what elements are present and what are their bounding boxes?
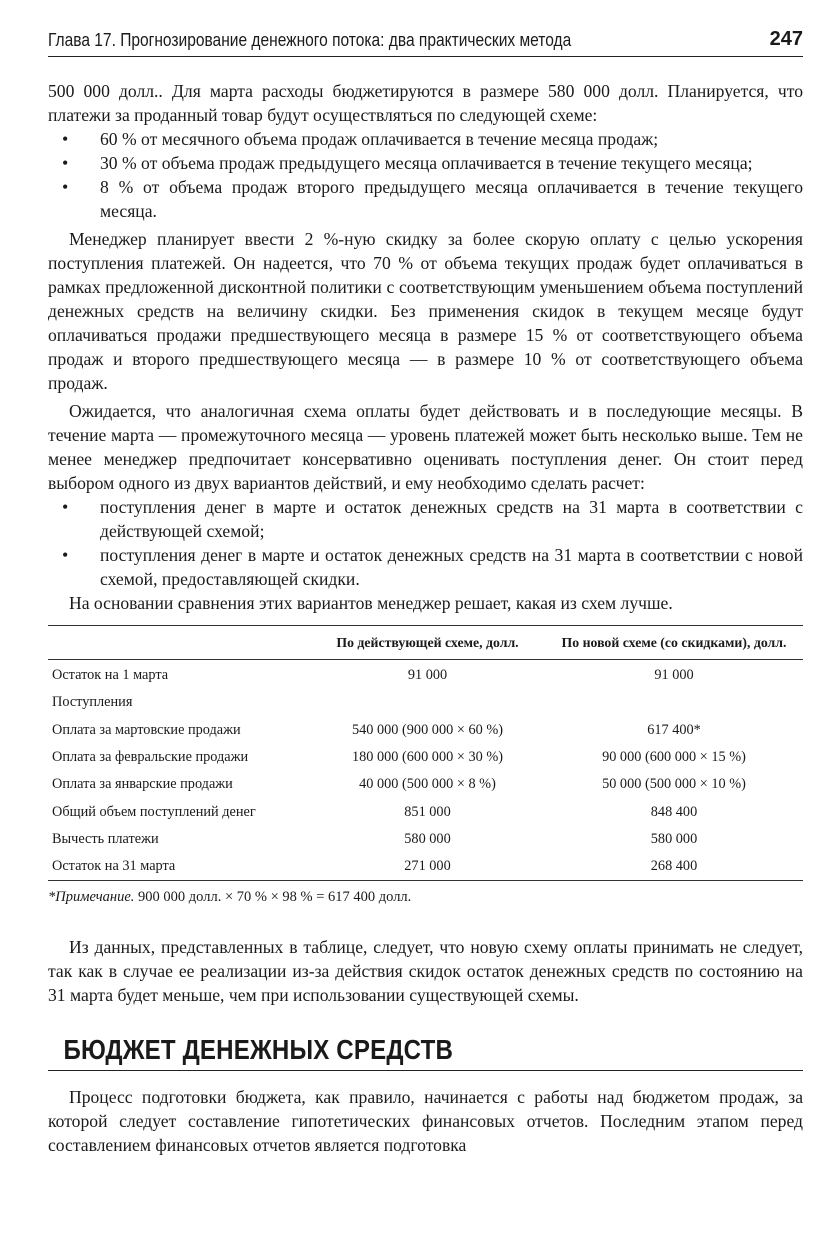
chapter-title: Глава 17. Прогнозирование денежного потока: два практических метода [48,29,572,50]
table-row [48,662,803,689]
header-cell: По новой схеме (со скидками), долл. [561,634,787,650]
current-scheme-value: 91 000 [407,667,448,684]
row-label: Остаток на 1 марта [52,667,169,684]
intro-block [48,79,803,223]
header-cell: По действующей схеме, долл. [336,634,519,650]
list-item: • 30 % от объема продаж предыдущего месяца оплачивается в течение текущего месяца; [48,151,803,175]
new-scheme-value: 268 400 [650,858,698,875]
row-label: Вычесть платежи [52,830,159,847]
row-label: Общий объем поступлений денег [52,803,256,820]
current-scheme-value: 271 000 [404,858,451,875]
section-heading-block [48,1033,803,1071]
running-header [48,22,803,57]
table-header [48,626,803,660]
comparison-paragraph: На основании сравнения этих вариантов менеджер решает, какая из схем лучше. [69,593,673,613]
list-item: • поступления денег в марте и остаток денежных средств на 31 марта в соответствии с новой схемой, предоставляющей скидки. [48,543,803,591]
page-number: 247 [769,28,803,50]
scenario-paragraph: Ожидается, что аналогичная схема оплаты будет действовать и в последующие месяцы. В течение марта — промежуточного месяца — уровень платежей может быть несколько выше. Тем не менее менеджер предпочитает консервативно оценивать поступления денег. Он стоит перед выбором одного из двух вариантов действий, и ему необходимо сделать расчет: [48,401,803,493]
payment-scheme-list [48,127,803,223]
list-item: • поступления денег в марте и остаток денежных средств на 31 марта в соответствии с действующей схемой; [48,495,803,543]
table-row [48,744,803,771]
table-row [48,826,803,853]
footnote-label: *Примечание. [48,889,135,906]
new-scheme-value: 848 400 [650,803,698,820]
current-scheme-value: 540 000 (900 000 × 60 %) [351,721,504,738]
footnote-text: 900 000 долл. × 70 % × 98 % = 617 400 долл. [134,889,412,906]
new-scheme-value: 580 000 [650,830,698,847]
list-item: • 8 % от объема продаж второго предыдущего месяца оплачивается в течение текущего месяца. [48,175,803,223]
row-label: Остаток на 31 марта [52,858,176,875]
cash-flow-table [48,625,803,881]
budget-paragraph: Процесс подготовки бюджета, как правило, начинается с работы над бюджетом продаж, за которой следует составление гипотетических финансовых отчетов. Последним этапом перед составлением финансовых отчетов является подготовка [48,1087,803,1156]
new-scheme-value: 90 000 (600 000 × 15 %) [602,749,746,766]
row-label: Оплата за мартовские продажи [52,721,241,738]
table-row [48,853,803,880]
table-footnote [48,889,803,906]
current-scheme-value: 851 000 [404,803,451,820]
options-list [48,495,803,591]
new-scheme-value: 50 000 (500 000 × 10 %) [602,776,746,793]
new-scheme-value: 617 400* [647,721,701,738]
current-scheme-value: 580 000 [404,830,451,847]
new-scheme-value: 91 000 [654,667,694,684]
discount-paragraph: Менеджер планирует ввести 2 %-ную скидку за более скорую оплату с целью ускорения поступления платежей. Он надеется, что 70 % от объема текущих продаж будет оплачиваться в рамках предложенной дисконтной политики с соответствующим уменьшением объема поступлений денежных средств на величину скидки. Без применения скидок в текущем месяце будут оплачиваться продажи предшествующего месяца в размере 15 % от соответствующего объема продаж и второго предшествующего месяца — в размере 10 % от соответствующего объема продаж. [48,229,803,393]
row-label: Оплата за январские продажи [52,776,233,793]
current-scheme-value: 40 000 (500 000 × 8 %) [359,776,496,793]
row-label: Поступления [52,694,133,711]
book-page [48,22,803,1157]
table-row [48,717,803,744]
table-row [48,798,803,825]
intro-paragraph: 500 000 долл.. Для марта расходы бюджетируются в размере 580 000 долл. Планируется, что платежи за проданный товар будут осуществляться по следующей схеме: [48,81,803,125]
conclusion-paragraph: Из данных, представленных в таблице, следует, что новую схему оплаты принимать не следует, так как в случае ее реализации из-за действия скидок остаток денежных средств по состоянию на 31 марта будет меньше, чем при использовании существующей схемы. [48,937,803,1006]
current-scheme-value: 180 000 (600 000 × 30 %) [351,749,504,766]
section-heading: БЮДЖЕТ ДЕНЕЖНЫХ СРЕДСТВ [63,1034,454,1066]
row-label: Оплата за февральские продажи [52,749,249,766]
list-item: • 60 % от месячного объема продаж оплачивается в течение месяца продаж; [48,127,803,151]
table-row [48,771,803,798]
table-row [48,689,803,716]
